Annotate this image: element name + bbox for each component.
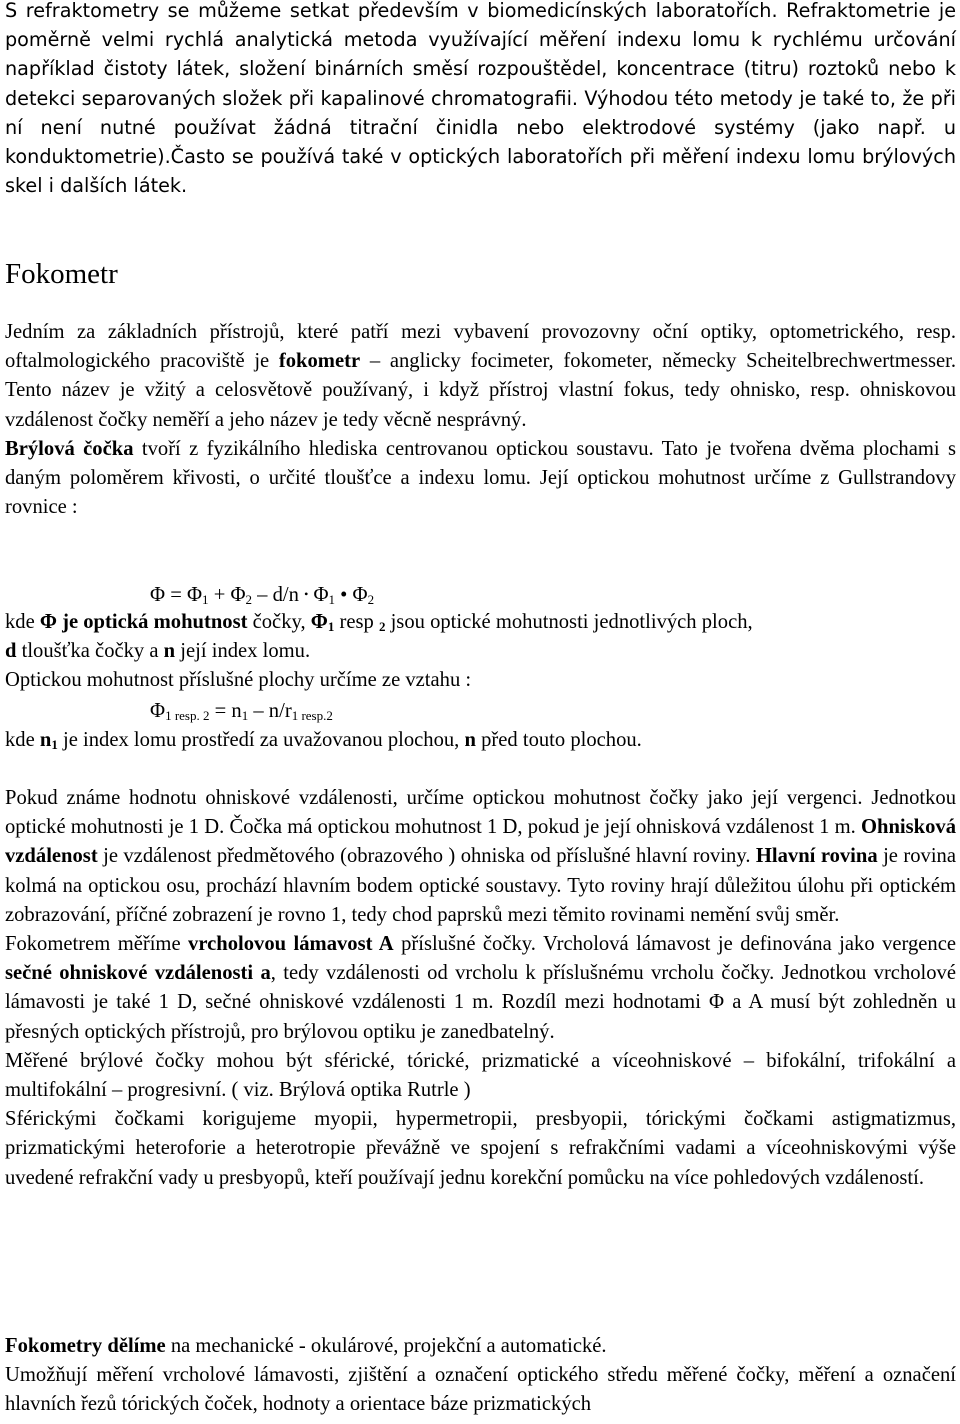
formula-bullet: •	[335, 584, 353, 606]
text: kde	[5, 729, 40, 751]
vergence-block	[5, 784, 956, 1193]
text: příslušné čočky. Vrcholová lámavost je definována jako vergence	[393, 933, 957, 956]
formula-explanation-line	[5, 637, 956, 666]
symbol: d	[5, 640, 17, 663]
text: čočky,	[247, 611, 311, 633]
term-secna-ohniskova-vzdalenost: sečné ohniskové vzdálenosti a	[5, 962, 271, 985]
formula-text: =	[165, 584, 187, 606]
fokometr-intro-block	[5, 318, 956, 522]
lens-types-paragraph: Měřené brýlové čočky mohou být sférické, tórické, prizmatické a víceohniskové – bifokální, trifokální a multifokální – progresivní. ( viz. Brýlová optika Rutrle )	[5, 1049, 956, 1102]
fokometr-types-paragraph	[5, 1332, 956, 1361]
term-fokometr: fokometr	[278, 350, 361, 373]
formula-text: = n	[209, 700, 242, 722]
lens-paragraph	[5, 435, 956, 523]
text: resp	[334, 611, 379, 633]
vergence-paragraph	[5, 784, 956, 930]
correction-paragraph: Sférickými čočkami korigujeme myopii, hypermetropii, presbyopii, tórickými čočkami astigmatizmus, prizmatickými heteroforie a heterotropie převážně ve spojení s refrakčními vadami a víceohniskovými výše uvedené refrakční vady u presbyopů, kteří používají jednu korekční pomůcku na více pohledových vzdáleností.	[5, 1108, 956, 1189]
intro-text-end: se používá také v optických laboratořích při měření indexu lomu brýlových skel i dalších látek.	[5, 145, 956, 198]
text: její index lomu.	[175, 640, 311, 663]
text: na mechanické - okulárové, projekční a automatické.	[165, 1335, 607, 1357]
formula-subscript: 2	[245, 592, 253, 607]
symbol: n	[464, 729, 476, 751]
formula-explanation-line: Optickou mohutnost příslušné plochy určíme ze vztahu :	[5, 669, 472, 692]
formula-explanation	[5, 608, 956, 696]
term-hlavni-rovina: Hlavní rovina	[755, 845, 878, 868]
text: – anglicky focimeter, fokometer, německy Scheitelbrechwertmesser. Tento název je vžitý a celosvětově používaný, i když přístroj vlastní fokus, tedy ohnisko, resp. ohniskovou vzdálenost čočky neměří a jeho název je tedy věcně nesprávný.	[5, 350, 956, 431]
text: Pokud známe hodnotu ohniskové vzdálenosti, určíme optickou mohutnost čočky jako její vergenci. Jednotkou optické mohutnosti je 1 D. Čočka má optickou mohutnost 1 D, pokud je její ohnisková vzdálenost 1 m.	[5, 787, 956, 839]
text: je index lomu prostředí za uvažovanou plochou,	[57, 729, 465, 751]
intro-paragraph	[5, 0, 956, 200]
term-vrcholova-lamavost: vrcholovou lámavost A	[188, 933, 394, 956]
term-brylova-cocka: Brýlová čočka	[5, 437, 134, 460]
text: je vzdálenost předmětového (obrazového ) ohniska od příslušné hlavní roviny.	[97, 845, 756, 868]
formula-text: – n/r	[248, 700, 292, 722]
formula-text: – d/n	[252, 584, 305, 606]
text: tloušťka čočky a	[16, 640, 164, 663]
formula-text: +	[208, 584, 231, 606]
formula-symbol: Φ	[150, 700, 166, 722]
formula-symbol: Φ	[352, 584, 368, 606]
subscript: 1	[327, 619, 335, 634]
subscript: 2	[378, 619, 386, 634]
text: Jedním za základních přístrojů, které patří mezi vybavení provozovny oční optiky, optometrického, resp. oftalmologického pracoviště je	[5, 321, 956, 373]
formula-symbol: Φ	[308, 584, 329, 606]
formula-symbol: Φ	[150, 584, 166, 606]
section-heading: Fokometr	[5, 258, 118, 290]
text: , tedy vzdálenosti od vrcholu k příslušnému vrcholu čočky. Jednotkou vrcholové lámavosti je také 1 D, sečné ohniskové vzdálenosti 1 m. Rozdíl mezi hodnotami Φ a A musí být zohledněn u přesných optických přístrojů, pro brýlovou optiku je zanedbatelný.	[5, 962, 956, 1043]
term-ohniskova-vzdalenost: Ohnisková vzdálenost	[5, 816, 956, 868]
intro-text: S refraktometry se můžeme setkat především v biomedicínských laboratořích. Refraktometrie je poměrně velmi rychlá analytická metoda využívající měření indexu lomu k rychlému určování například čistoty látek, složení binárních směsí rozpouštědel, koncentrace (titru) roztoků nebo k detekci separovaných složek při kapalinové chromatografii. Výhodou této metody je také to, že při ní není nutné používat žádná titrační činidla nebo elektrodové systémy (jako např. u konduktometrie).	[5, 0, 956, 169]
gullstrand-formula	[150, 580, 374, 610]
formula-subscript: 1	[328, 592, 335, 607]
intro-text-caps: Často	[170, 145, 226, 169]
fokometr-types-block	[5, 1332, 956, 1420]
symbol: n	[39, 729, 52, 751]
fokometr-definition-paragraph	[5, 318, 956, 435]
formula-subscript: 1	[202, 592, 209, 607]
formula-bullet: •	[304, 587, 309, 601]
formula-explanation-line	[5, 608, 956, 637]
fokometr-functions-paragraph: Umožňují měření vrcholové lámavosti, zjištění a označení optického středu měřené čočky, měření a označení hlavních řezů tórických čoček, hodnoty a orientace báze prizmatických	[5, 1364, 956, 1416]
term-fokometry-delime: Fokometry dělíme	[5, 1335, 166, 1357]
subscript: 1	[51, 737, 58, 752]
formula-subscript: 1 resp.2	[291, 708, 333, 723]
term-opticka-mohutnost: Φ je optická mohutnost	[39, 611, 248, 633]
vertex-power-paragraph	[5, 930, 956, 1047]
text: Fokometrem měříme	[5, 933, 189, 956]
text: jsou optické mohutnosti jednotlivých ploch,	[385, 611, 753, 633]
formula-symbol: Φ	[186, 584, 203, 606]
formula-symbol: Φ	[230, 584, 246, 606]
formula-subscript: 2	[367, 592, 375, 607]
text: je rovina kolmá na optickou osu, prochází hlavním bodem optické soustavy. Tyto roviny hrají důležitou úlohu při optickém zobrazování, příčné zobrazení je rovno 1, tedy chod paprsků mezi těmito rovinami nemění svůj směr.	[5, 845, 956, 926]
text: kde	[5, 611, 40, 633]
symbol: n	[163, 640, 176, 663]
formula-subscript: 1 resp. 2	[165, 708, 210, 723]
text: před touto plochou.	[475, 729, 642, 751]
formula-subscript: 1	[241, 708, 249, 723]
symbol: Φ	[310, 611, 328, 633]
surface-power-formula	[150, 697, 333, 726]
text: tvoří z fyzikálního hlediska centrovanou optickou soustavu. Tato je tvořena dvěma plochami s daným poloměrem křivosti, o určité tloušťce a indexu lomu. Její optickou mohutnost určíme z Gullstrandovy rovnice :	[5, 437, 957, 519]
index-explanation	[5, 726, 956, 755]
